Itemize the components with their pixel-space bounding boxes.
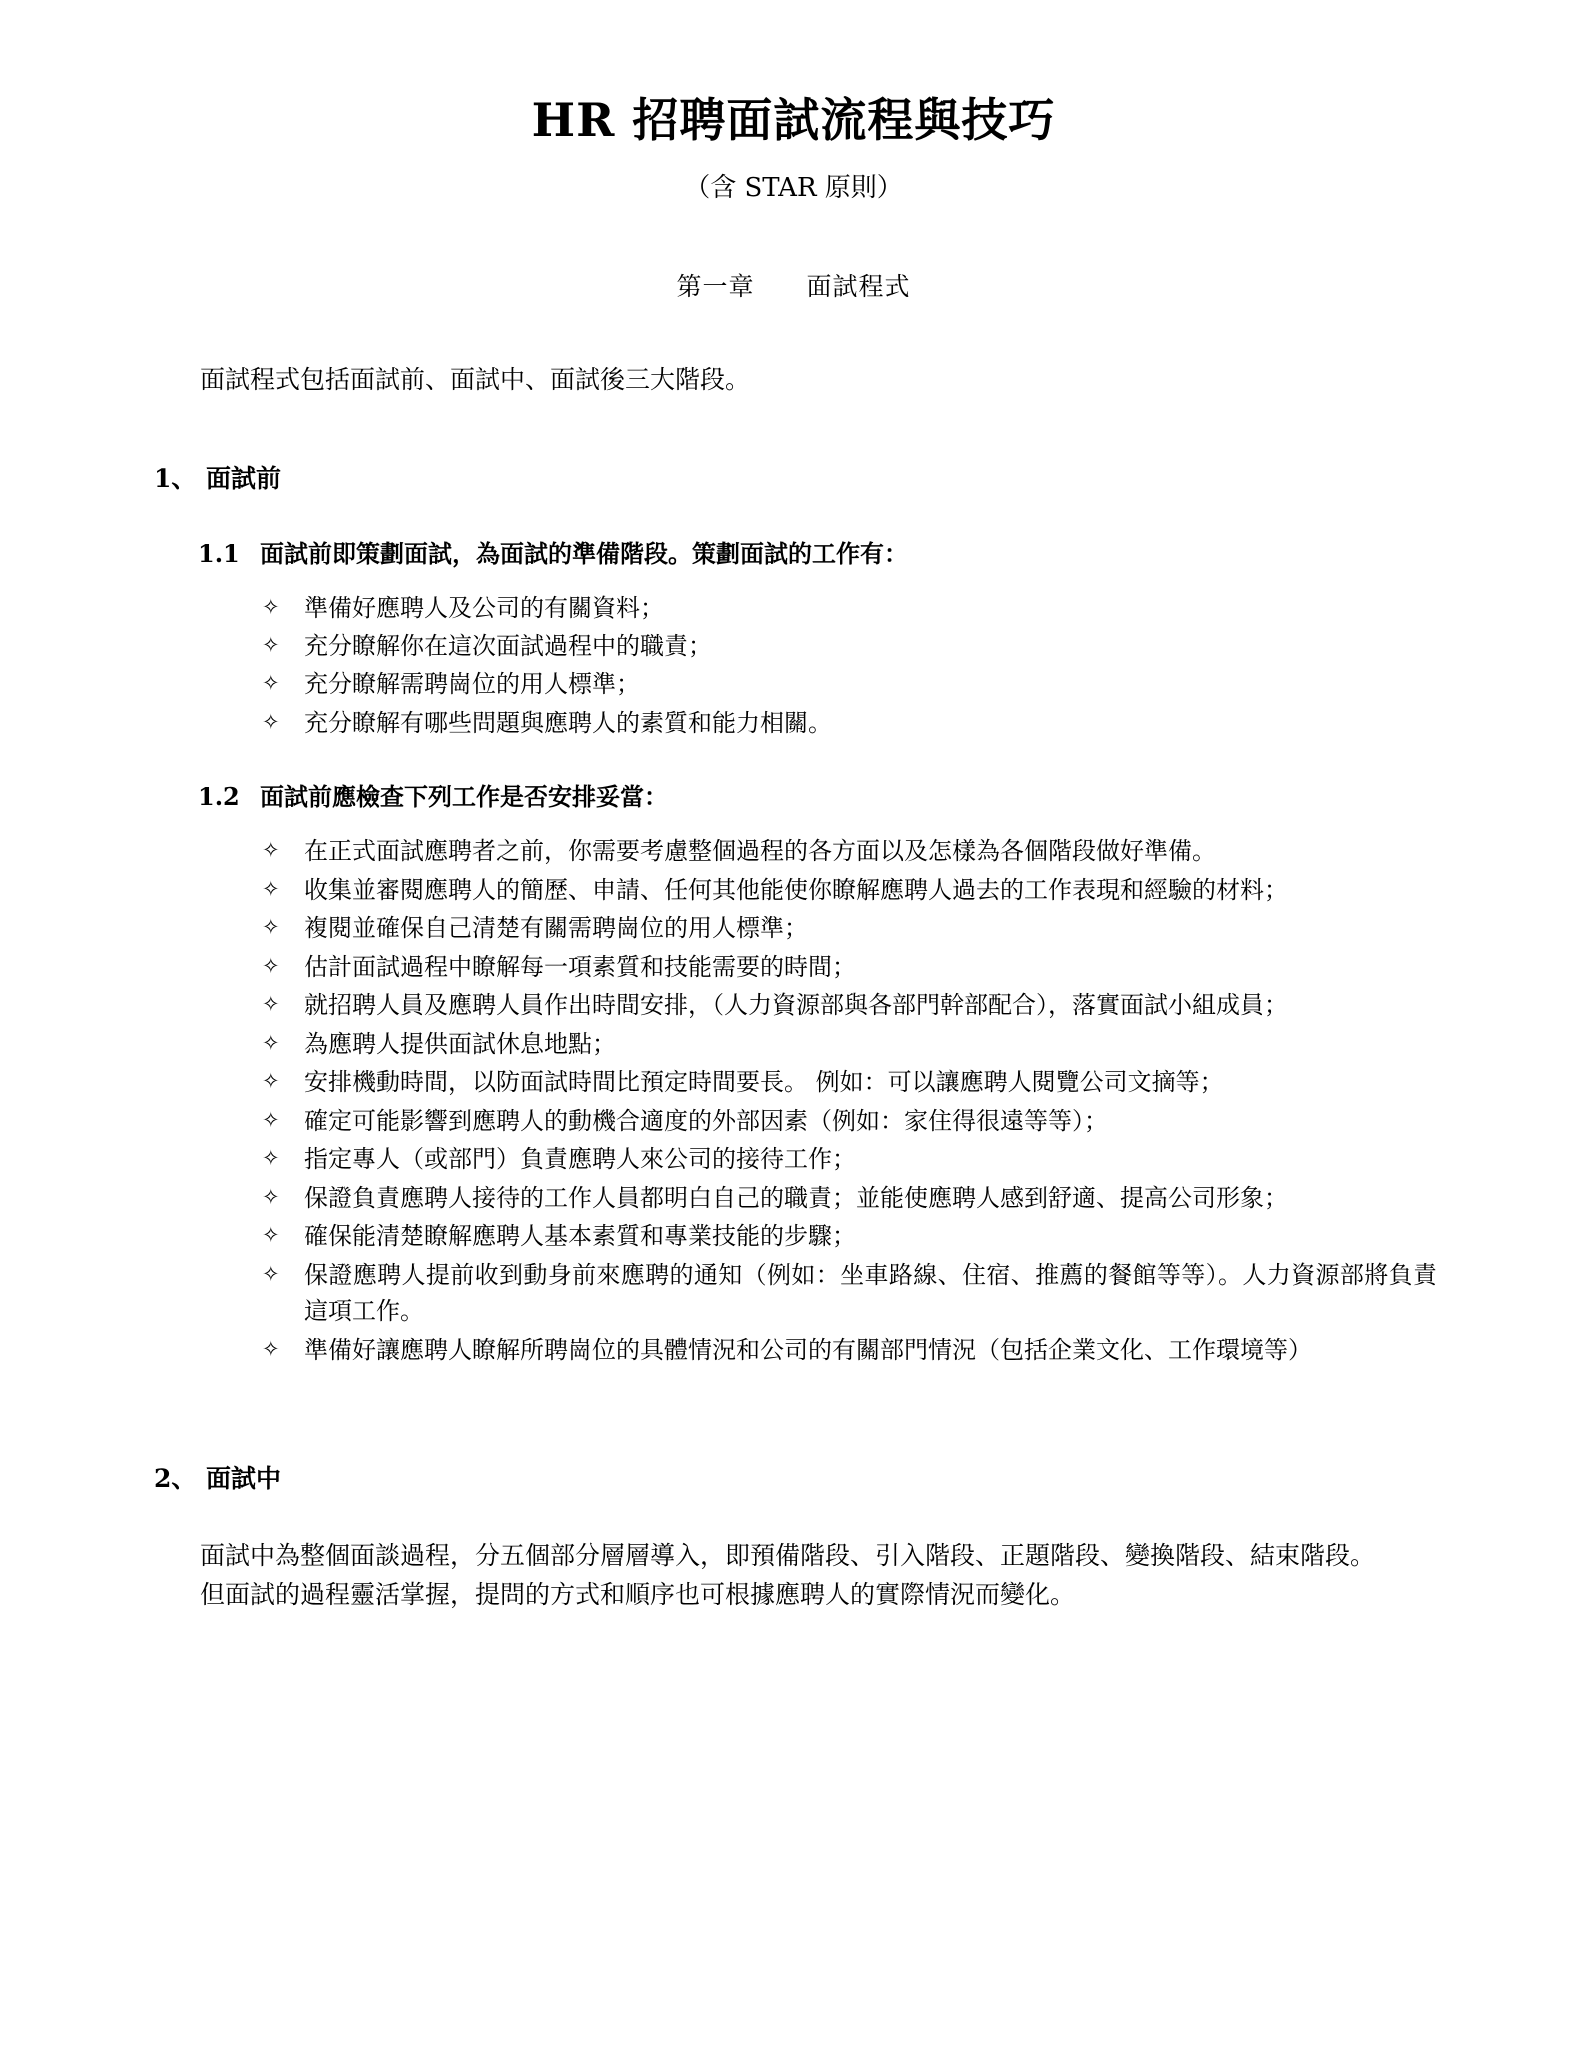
list-item — [262, 1218, 1437, 1254]
list-item-text: 指定專人（或部門）負責應聘人來公司的接待工作； — [304, 1145, 856, 1174]
subsection-1-1-bullet-list — [150, 590, 1437, 742]
subsection-1-1 — [150, 536, 1437, 742]
list-item — [262, 628, 1437, 664]
subsection-1-2-number: 1.2 — [198, 782, 240, 812]
page-subtitle: （含 STAR 原則） — [684, 172, 903, 203]
list-item-text: 估計面試過程中瞭解每一項素質和技能需要的時間； — [304, 952, 856, 981]
list-item-text: 保證應聘人提前收到動身前來應聘的通知（例如：坐車路線、住宿、推薦的餐館等等）。人力資源部將負責這項工作。 — [304, 1260, 1437, 1326]
diamond-bullet-icon: ✧ — [262, 633, 280, 658]
list-item-text: 確定可能影響到應聘人的動機合適度的外部因素（例如：家住得很遠等等）； — [304, 1106, 1108, 1135]
list-item — [262, 910, 1437, 946]
list-item-text: 準備好讓應聘人瞭解所聘崗位的具體情況和公司的有關部門情況（包括企業文化、工作環境等） — [304, 1335, 1312, 1364]
diamond-bullet-icon: ✧ — [262, 876, 280, 901]
subsection-1-1-title: 面試前即策劃面試，為面試的準備階段。策劃面試的工作有： — [260, 538, 908, 568]
section-2-heading — [150, 1460, 1437, 1498]
list-item — [262, 666, 1437, 702]
diamond-bullet-icon: ✧ — [262, 594, 280, 619]
diamond-bullet-icon: ✧ — [262, 1261, 280, 1286]
subsection-1-1-heading — [150, 536, 1437, 572]
list-item — [262, 705, 1437, 741]
subsection-1-2-bullet-list — [150, 833, 1437, 1368]
list-item-text: 為應聘人提供面試休息地點； — [304, 1029, 616, 1058]
diamond-bullet-icon: ✧ — [262, 1030, 280, 1055]
list-item — [262, 833, 1437, 869]
list-item-text: 複閱並確保自己清楚有關需聘崗位的用人標準； — [304, 914, 808, 943]
list-item-text: 保證負責應聘人接待的工作人員都明白自己的職責；並能使應聘人感到舒適、提高公司形象； — [304, 1183, 1288, 1212]
list-item — [262, 872, 1437, 908]
subsection-1-1-number: 1.1 — [198, 538, 240, 568]
diamond-bullet-icon: ✧ — [262, 992, 280, 1017]
diamond-bullet-icon: ✧ — [262, 838, 280, 863]
diamond-bullet-icon: ✧ — [262, 953, 280, 978]
section-1-number: 1、 — [154, 464, 197, 494]
list-item — [262, 1180, 1437, 1216]
section-2-number: 2、 — [154, 1463, 197, 1493]
section-2-paragraph-2: 但面試的過程靈活掌握，提問的方式和順序也可根據應聘人的實際情況而變化。 — [200, 1580, 1076, 1610]
list-item — [262, 1332, 1437, 1368]
section-2 — [150, 1460, 1437, 1615]
page-title: HR 招聘面試流程與技巧 — [531, 93, 1056, 147]
list-item-text: 安排機動時間，以防面試時間比預定時間要長。 例如：可以讓應聘人閱覽公司文摘等； — [304, 1068, 1224, 1097]
diamond-bullet-icon: ✧ — [262, 709, 280, 734]
subsection-1-2-title: 面試前應檢查下列工作是否安排妥當： — [260, 782, 668, 812]
list-item — [262, 1141, 1437, 1177]
diamond-bullet-icon: ✧ — [262, 915, 280, 940]
list-item — [262, 590, 1437, 626]
list-item-text: 充分瞭解你在這次面試過程中的職責； — [304, 632, 712, 661]
list-item — [262, 1026, 1437, 1062]
section-1 — [150, 460, 1437, 1368]
section-1-heading — [150, 460, 1437, 498]
diamond-bullet-icon: ✧ — [262, 1184, 280, 1209]
diamond-bullet-icon: ✧ — [262, 1107, 280, 1132]
section-2-paragraph-1: 面試中為整個面談過程，分五個部分層層導入，即預備階段、引入階段、正題階段、變換階段、結束階段。 — [200, 1541, 1376, 1571]
intro-paragraph: 面試程式包括面試前、面試中、面試後三大階段。 — [200, 365, 751, 395]
section-2-title: 面試中 — [206, 1463, 282, 1493]
list-item-text: 準備好應聘人及公司的有關資料； — [304, 593, 664, 622]
list-item — [262, 1257, 1437, 1330]
diamond-bullet-icon: ✧ — [262, 671, 280, 696]
subsection-1-2-heading — [150, 779, 1437, 815]
list-item — [262, 987, 1437, 1023]
list-item-text: 就招聘人員及應聘人員作出時間安排，（人力資源部與各部門幹部配合），落實面試小組成員； — [304, 991, 1288, 1020]
list-item — [262, 949, 1437, 985]
section-1-title: 面試前 — [206, 464, 282, 494]
list-item — [262, 1103, 1437, 1139]
list-item-text: 確保能清楚瞭解應聘人基本素質和專業技能的步驟； — [304, 1222, 856, 1251]
diamond-bullet-icon: ✧ — [262, 1223, 280, 1248]
diamond-bullet-icon: ✧ — [262, 1336, 280, 1361]
list-item — [262, 1064, 1437, 1100]
diamond-bullet-icon: ✧ — [262, 1146, 280, 1171]
list-item-text: 收集並審閱應聘人的簡歷、申請、任何其他能使你瞭解應聘人過去的工作表現和經驗的材料； — [304, 875, 1288, 904]
list-item-text: 充分瞭解有哪些問題與應聘人的素質和能力相關。 — [304, 708, 832, 737]
subsection-1-2 — [150, 779, 1437, 1368]
chapter-heading: 第一章 面試程式 — [676, 272, 911, 302]
list-item-text: 在正式面試應聘者之前，你需要考慮整個過程的各方面以及怎樣為各個階段做好準備。 — [304, 837, 1216, 866]
list-item-text: 充分瞭解需聘崗位的用人標準； — [304, 670, 640, 699]
diamond-bullet-icon: ✧ — [262, 1069, 280, 1094]
